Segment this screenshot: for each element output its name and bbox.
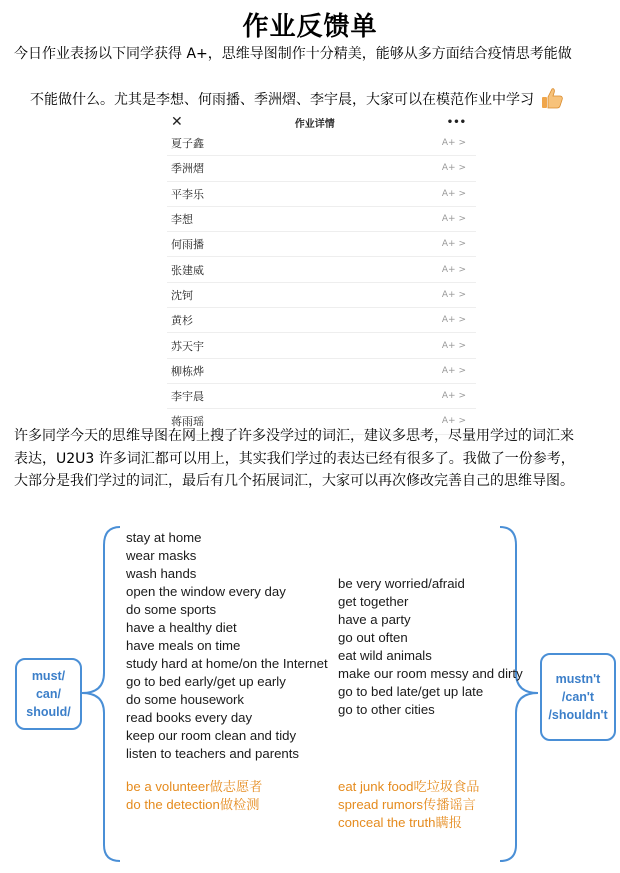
student-grade: A+ >	[441, 340, 466, 351]
can-do-item: wash hands	[126, 566, 197, 581]
cannot-extra-item: conceal the truth瞒报	[338, 815, 462, 830]
student-name: 沈钶	[171, 288, 193, 302]
cannot-extra-item: spread rumors传播谣言	[338, 797, 476, 812]
can-do-item: go to bed early/get up early	[126, 674, 286, 689]
mind-map	[0, 515, 620, 865]
cannot-do-item: be very worried/afraid	[338, 576, 465, 591]
can-do-item: do some housework	[126, 692, 245, 707]
student-name: 苏天宇	[171, 339, 204, 353]
feedback-line-3: 大部分是我们学过的词汇，最后有几个拓展词汇，大家可以再次修改完善自己的思维导图。	[14, 473, 574, 489]
modal-can-label: must/	[31, 669, 66, 683]
feedback-line-1: 许多同学今天的思维导图在网上搜了许多没学过的词汇，建议多思考，尽量用学过的词汇来	[14, 428, 574, 444]
student-grade: A+ >	[441, 289, 466, 300]
student-name: 季洲熠	[171, 162, 204, 176]
can-do-item: do some sports	[126, 602, 217, 617]
modal-cannot-box	[540, 653, 616, 741]
student-row[interactable]	[167, 333, 476, 358]
homework-header-title: 作业详情	[294, 118, 335, 130]
modal-cannot-label: mustn't	[555, 672, 601, 686]
can-extra-item: do the detection做检测	[126, 797, 260, 812]
student-row[interactable]	[167, 207, 476, 232]
cannot-extra-item: eat junk food吃垃圾食品	[338, 779, 480, 794]
student-grade: A+ >	[441, 264, 466, 275]
student-name: 张建威	[171, 263, 204, 277]
modal-can-label: should/	[26, 705, 71, 719]
student-row[interactable]	[167, 283, 476, 308]
student-row[interactable]	[167, 182, 476, 207]
intro-line-2	[30, 86, 590, 111]
cannot-do-item: go out often	[338, 630, 408, 645]
student-grade: A+ >	[441, 365, 466, 376]
modal-can-box	[15, 658, 82, 730]
feedback-paragraph	[14, 425, 610, 493]
intro-line-2-text: 不能做什么。尤其是李想、何雨播、季洲熠、李宇晨，大家可以在模范作业中学习	[30, 92, 534, 108]
cannot-do-list	[338, 575, 523, 719]
student-grade: A+ >	[441, 138, 466, 149]
cannot-do-item: go to bed late/get up late	[338, 684, 484, 699]
can-do-item: stay at home	[126, 530, 202, 545]
student-row[interactable]	[167, 257, 476, 282]
can-extra-item: be a volunteer做志愿者	[126, 779, 263, 794]
student-grade: A+ >	[441, 188, 466, 199]
cannot-do-item: make our room messy and dirty	[338, 666, 523, 681]
student-name: 李想	[171, 213, 193, 227]
student-name: 蒋雨瑶	[171, 415, 204, 429]
homework-header	[167, 113, 476, 131]
page-title: 作业反馈单	[242, 12, 378, 42]
student-row[interactable]	[167, 359, 476, 384]
can-do-item: study hard at home/on the Internet	[126, 656, 328, 671]
can-do-item: have meals on time	[126, 638, 241, 653]
feedback-line-2: 表达，U2U3 许多词汇都可以用上，其实我们学过的表达已经有很多了。我做了一份参考，	[14, 450, 575, 467]
more-icon[interactable]: •••	[446, 116, 466, 128]
student-grade: A+ >	[441, 416, 466, 427]
student-row[interactable]	[167, 308, 476, 333]
modal-cannot-label: /shouldn't	[548, 708, 608, 722]
cannot-do-item: eat wild animals	[338, 648, 432, 663]
can-do-item: open the window every day	[126, 584, 286, 599]
modal-cannot-label: /can't	[561, 690, 595, 704]
thumbs-up-icon	[540, 86, 564, 110]
homework-detail-panel	[167, 113, 476, 429]
cannot-do-item: go to other cities	[338, 702, 435, 717]
student-name: 夏子鑫	[171, 137, 204, 151]
student-grade: A+ >	[441, 163, 466, 174]
modal-can-label: can/	[35, 687, 61, 701]
student-grade: A+ >	[441, 315, 466, 326]
can-do-list	[126, 529, 328, 763]
student-grade: A+ >	[441, 391, 466, 402]
can-do-item: keep our room clean and tidy	[126, 728, 297, 743]
student-grade: A+ >	[441, 239, 466, 250]
student-row[interactable]	[167, 384, 476, 409]
student-name: 何雨播	[171, 238, 204, 252]
cannot-do-item: get together	[338, 594, 409, 609]
can-do-item: listen to teachers and parents	[126, 746, 300, 761]
student-row[interactable]	[167, 232, 476, 257]
cannot-extra-list	[338, 778, 479, 832]
can-do-item: wear masks	[126, 548, 197, 563]
can-do-item: read books every day	[126, 710, 253, 725]
left-brace	[82, 527, 120, 861]
student-name: 柳栋烨	[171, 364, 204, 378]
cannot-do-item: have a party	[338, 612, 411, 627]
can-do-item: have a healthy diet	[126, 620, 237, 635]
can-extra-list	[126, 778, 262, 814]
student-name: 平李乐	[171, 187, 204, 201]
student-name: 李宇晨	[171, 390, 204, 404]
intro-line-1: 今日作业表扬以下同学获得 A+，思维导图制作十分精美，能够从多方面结合疫情思考能做	[14, 46, 572, 62]
student-grade: A+ >	[441, 214, 466, 225]
student-name: 黄杉	[171, 314, 193, 328]
close-icon[interactable]: ✕	[171, 114, 183, 130]
student-row[interactable]	[167, 131, 476, 156]
student-row[interactable]	[167, 156, 476, 181]
